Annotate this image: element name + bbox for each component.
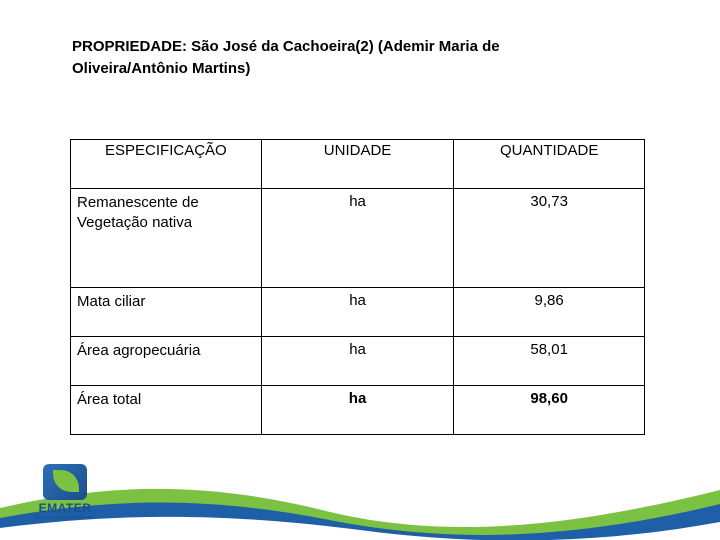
table-row-total	[71, 386, 645, 435]
row-qty: 98,60	[454, 386, 645, 435]
property-area-table	[70, 139, 645, 435]
emater-logo	[30, 464, 100, 536]
row-spec: Área agropecuária	[71, 337, 262, 386]
table-row	[71, 288, 645, 337]
row-spec: Remanescente de Vegetação nativa	[71, 189, 262, 288]
row-unit: ha	[261, 337, 454, 386]
logo-name: EMATER	[38, 501, 92, 515]
page-title: PROPRIEDADE: São José da Cachoeira(2) (Ademir Maria de Oliveira/Antônio Martins)	[72, 38, 500, 77]
footer-wave	[0, 460, 720, 540]
logo-tagline: "Rumo ao desenvolvimento"	[33, 515, 97, 521]
row-qty: 58,01	[454, 337, 645, 386]
row-qty: 9,86	[454, 288, 645, 337]
header-especificacao: ESPECIFICAÇÃO	[71, 140, 262, 189]
row-qty: 30,73	[454, 189, 645, 288]
table-header-row	[71, 140, 645, 189]
footer-band	[0, 460, 720, 540]
row-unit: ha	[261, 288, 454, 337]
emater-leaf-icon	[43, 464, 87, 500]
header-unidade: UNIDADE	[261, 140, 454, 189]
header-quantidade: QUANTIDADE	[454, 140, 645, 189]
row-unit: ha	[261, 189, 454, 288]
table-row	[71, 337, 645, 386]
row-spec: Mata ciliar	[71, 288, 262, 337]
row-spec: Área total	[71, 386, 262, 435]
row-unit: ha	[261, 386, 454, 435]
table-row	[71, 189, 645, 288]
